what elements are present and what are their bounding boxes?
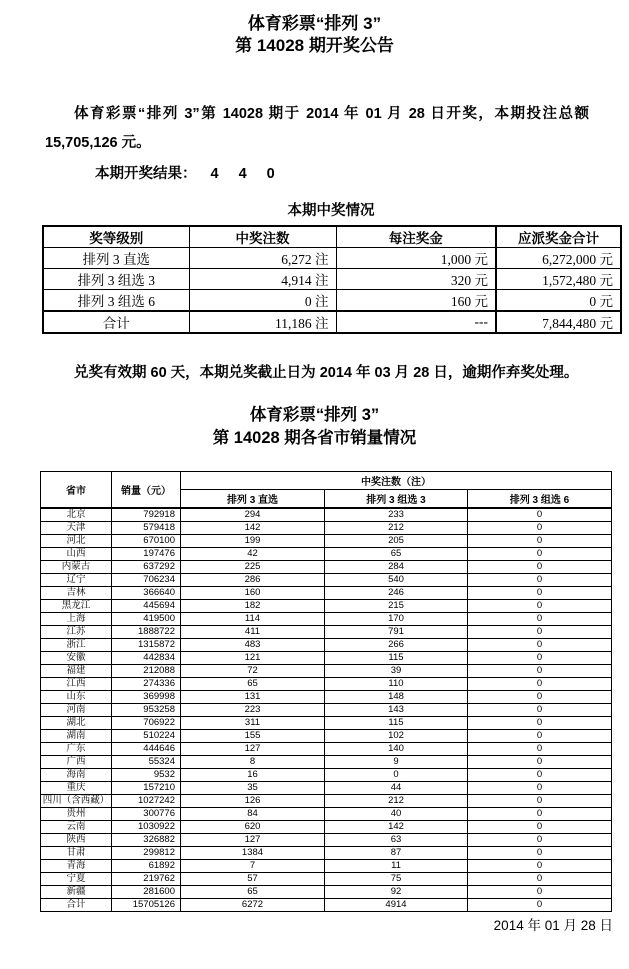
table-cell: 266	[325, 639, 468, 652]
table-cell: 1888722	[112, 626, 181, 639]
document-title	[0, 13, 629, 57]
table-row	[43, 311, 621, 333]
table-cell: 0	[468, 886, 612, 899]
column-header: 奖等级别	[43, 226, 189, 248]
table-row	[41, 574, 612, 587]
table-cell: 110	[325, 678, 468, 691]
table-cell: 0	[468, 860, 612, 873]
table-row	[41, 691, 612, 704]
table-cell: 65	[181, 886, 325, 899]
table-row	[41, 873, 612, 886]
table-cell: 148	[325, 691, 468, 704]
column-header-province: 省市	[41, 472, 112, 509]
table-row	[41, 717, 612, 730]
table-cell: 219762	[112, 873, 181, 886]
table-cell: 182	[181, 600, 325, 613]
table-cell: 0 注	[189, 290, 336, 312]
table-cell: 0	[468, 508, 612, 522]
table-cell: ---	[336, 311, 496, 333]
table-cell: 157210	[112, 782, 181, 795]
table-row	[41, 626, 612, 639]
table-cell: 辽宁	[41, 574, 112, 587]
table-cell: 0	[468, 522, 612, 535]
table-cell: 637292	[112, 561, 181, 574]
table-cell: 65	[181, 678, 325, 691]
table-cell: 126	[181, 795, 325, 808]
table-cell: 0	[468, 548, 612, 561]
table-cell: 411	[181, 626, 325, 639]
table-cell: 72	[181, 665, 325, 678]
table-cell: 127	[181, 834, 325, 847]
table-cell: 115	[325, 652, 468, 665]
table-cell: 205	[325, 535, 468, 548]
column-header-zuxuan6: 排列 3 组选 6	[468, 490, 612, 509]
table-cell: 内蒙古	[41, 561, 112, 574]
sales-section-title	[0, 404, 629, 450]
table-cell: 445694	[112, 600, 181, 613]
provincial-sales-table	[40, 471, 612, 912]
table-cell: 天津	[41, 522, 112, 535]
column-header: 应派奖金合计	[496, 226, 621, 248]
table-cell: 92	[325, 886, 468, 899]
table-cell: 320 元	[336, 269, 496, 290]
table-cell: 510224	[112, 730, 181, 743]
table-cell: 0	[468, 821, 612, 834]
table-row	[41, 808, 612, 821]
table-cell: 75	[325, 873, 468, 886]
table-row	[41, 821, 612, 834]
table-row	[41, 561, 612, 574]
table-cell: 579418	[112, 522, 181, 535]
draw-result-label: 本期开奖结果：	[95, 166, 197, 182]
table-cell: 444646	[112, 743, 181, 756]
table-cell: 212	[325, 522, 468, 535]
table-cell: 0	[468, 561, 612, 574]
table-cell: 142	[181, 522, 325, 535]
table-cell: 0	[468, 808, 612, 821]
table-row	[41, 769, 612, 782]
table-row	[43, 290, 621, 312]
title-line-2: 第 14028 期开奖公告	[235, 36, 394, 55]
table-cell: 706922	[112, 717, 181, 730]
table-cell: 排列 3 组选 6	[43, 290, 189, 312]
sales-table-header-row-1	[41, 472, 612, 490]
table-cell: 16	[181, 769, 325, 782]
table-row	[41, 639, 612, 652]
table-cell: 山东	[41, 691, 112, 704]
table-cell: 甘肃	[41, 847, 112, 860]
table-cell: 0	[468, 678, 612, 691]
table-cell: 199	[181, 535, 325, 548]
table-cell: 0 元	[496, 290, 621, 312]
table-cell: 326882	[112, 834, 181, 847]
table-cell: 重庆	[41, 782, 112, 795]
table-cell: 0	[468, 899, 612, 912]
table-cell: 0	[468, 743, 612, 756]
table-cell: 北京	[41, 508, 112, 522]
table-cell: 121	[181, 652, 325, 665]
table-cell: 0	[468, 535, 612, 548]
table-cell: 0	[468, 600, 612, 613]
column-header-sales: 销量（元）	[112, 472, 181, 509]
table-cell: 366640	[112, 587, 181, 600]
table-cell: 4,914 注	[189, 269, 336, 290]
sales-table-section	[40, 471, 612, 912]
table-cell: 223	[181, 704, 325, 717]
table-cell: 0	[468, 587, 612, 600]
draw-result-numbers: 4 4 0	[210, 166, 283, 182]
table-cell: 284	[325, 561, 468, 574]
table-cell: 4914	[325, 899, 468, 912]
table-cell: 792918	[112, 508, 181, 522]
table-cell: 新疆	[41, 886, 112, 899]
column-header-zhixuan: 排列 3 直选	[181, 490, 325, 509]
table-cell: 39	[325, 665, 468, 678]
table-row	[41, 704, 612, 717]
table-cell: 云南	[41, 821, 112, 834]
table-cell: 江苏	[41, 626, 112, 639]
prize-table	[42, 225, 622, 334]
table-cell: 海南	[41, 769, 112, 782]
table-cell: 7,844,480 元	[496, 311, 621, 333]
table-cell: 11	[325, 860, 468, 873]
table-cell: 620	[181, 821, 325, 834]
table-row	[41, 600, 612, 613]
table-cell: 0	[468, 574, 612, 587]
table-row	[41, 899, 612, 912]
table-cell: 65	[325, 548, 468, 561]
table-row	[43, 269, 621, 290]
table-cell: 15705126	[112, 899, 181, 912]
table-cell: 84	[181, 808, 325, 821]
table-cell: 6,272,000 元	[496, 248, 621, 269]
table-cell: 宁夏	[41, 873, 112, 886]
table-cell: 61892	[112, 860, 181, 873]
table-cell: 281600	[112, 886, 181, 899]
table-cell: 1027242	[112, 795, 181, 808]
table-cell: 排列 3 组选 3	[43, 269, 189, 290]
table-cell: 369998	[112, 691, 181, 704]
table-cell: 300776	[112, 808, 181, 821]
table-row	[41, 652, 612, 665]
table-cell: 0	[468, 704, 612, 717]
sales-title-line-2: 第 14028 期各省市销量情况	[212, 429, 417, 447]
table-cell: 127	[181, 743, 325, 756]
table-cell: 0	[325, 769, 468, 782]
table-cell: 福建	[41, 665, 112, 678]
table-cell: 1030922	[112, 821, 181, 834]
table-cell: 湖南	[41, 730, 112, 743]
column-header: 中奖注数	[189, 226, 336, 248]
table-row	[41, 522, 612, 535]
table-cell: 7	[181, 860, 325, 873]
draw-result-line	[95, 163, 629, 185]
table-cell: 8	[181, 756, 325, 769]
table-row	[41, 678, 612, 691]
table-cell: 212088	[112, 665, 181, 678]
table-row	[41, 587, 612, 600]
table-row	[41, 847, 612, 860]
table-cell: 0	[468, 756, 612, 769]
table-cell: 0	[468, 782, 612, 795]
table-cell: 160	[181, 587, 325, 600]
table-cell: 131	[181, 691, 325, 704]
table-cell: 706234	[112, 574, 181, 587]
table-row	[41, 548, 612, 561]
table-cell: 0	[468, 795, 612, 808]
table-cell: 0	[468, 717, 612, 730]
table-cell: 142	[325, 821, 468, 834]
table-cell: 40	[325, 808, 468, 821]
table-row	[41, 782, 612, 795]
table-cell: 山西	[41, 548, 112, 561]
table-cell: 233	[325, 508, 468, 522]
table-cell: 上海	[41, 613, 112, 626]
table-cell: 143	[325, 704, 468, 717]
table-cell: 合计	[43, 311, 189, 333]
table-cell: 0	[468, 639, 612, 652]
table-cell: 河北	[41, 535, 112, 548]
table-cell: 0	[468, 613, 612, 626]
table-cell: 791	[325, 626, 468, 639]
redeem-notice-paragraph: 兑奖有效期 60 天，本期兑奖截止日为 2014 年 03 月 28 日，逾期作弃奖处理。	[74, 365, 579, 381]
table-cell: 青海	[41, 860, 112, 873]
table-cell: 87	[325, 847, 468, 860]
table-row	[41, 743, 612, 756]
table-cell: 225	[181, 561, 325, 574]
table-row	[41, 508, 612, 522]
table-row	[41, 756, 612, 769]
title-line-1: 体育彩票“排列 3”	[247, 14, 382, 33]
table-cell: 286	[181, 574, 325, 587]
table-cell: 483	[181, 639, 325, 652]
table-cell: 6,272 注	[189, 248, 336, 269]
table-cell: 35	[181, 782, 325, 795]
table-cell: 贵州	[41, 808, 112, 821]
table-row	[41, 730, 612, 743]
table-cell: 0	[468, 665, 612, 678]
table-cell: 河南	[41, 704, 112, 717]
table-cell: 安徽	[41, 652, 112, 665]
table-cell: 246	[325, 587, 468, 600]
table-cell: 1,572,480 元	[496, 269, 621, 290]
table-cell: 9	[325, 756, 468, 769]
table-cell: 442834	[112, 652, 181, 665]
table-cell: 299812	[112, 847, 181, 860]
table-cell: 197476	[112, 548, 181, 561]
column-header-winning-group: 中奖注数（注）	[181, 472, 612, 490]
table-cell: 湖北	[41, 717, 112, 730]
table-cell: 55324	[112, 756, 181, 769]
table-cell: 63	[325, 834, 468, 847]
table-cell: 11,186 注	[189, 311, 336, 333]
table-cell: 0	[468, 873, 612, 886]
table-cell: 170	[325, 613, 468, 626]
table-cell: 9532	[112, 769, 181, 782]
table-row	[41, 860, 612, 873]
table-cell: 浙江	[41, 639, 112, 652]
table-cell: 212	[325, 795, 468, 808]
table-cell: 广西	[41, 756, 112, 769]
table-cell: 115	[325, 717, 468, 730]
table-cell: 广东	[41, 743, 112, 756]
table-row	[41, 613, 612, 626]
table-cell: 114	[181, 613, 325, 626]
table-cell: 274336	[112, 678, 181, 691]
table-cell: 311	[181, 717, 325, 730]
table-cell: 102	[325, 730, 468, 743]
table-cell: 140	[325, 743, 468, 756]
table-cell: 155	[181, 730, 325, 743]
table-cell: 6272	[181, 899, 325, 912]
intro-paragraph: 体育彩票“排列 3”第 14028 期于 2014 年 01 月 28 日开奖，本期投注总额 15,705,126 元。	[45, 106, 589, 151]
table-cell: 1384	[181, 847, 325, 860]
table-cell: 42	[181, 548, 325, 561]
table-cell: 419500	[112, 613, 181, 626]
sales-title-line-1: 体育彩票“排列 3”	[249, 406, 380, 424]
table-cell: 吉林	[41, 587, 112, 600]
table-cell: 57	[181, 873, 325, 886]
table-cell: 670100	[112, 535, 181, 548]
table-cell: 合计	[41, 899, 112, 912]
table-row	[41, 665, 612, 678]
table-cell: 陕西	[41, 834, 112, 847]
table-cell: 0	[468, 626, 612, 639]
prize-table-header-row	[43, 226, 621, 248]
table-cell: 0	[468, 691, 612, 704]
table-cell: 215	[325, 600, 468, 613]
table-row	[41, 886, 612, 899]
prize-table-caption: 本期中奖情况	[287, 203, 375, 219]
table-cell: 0	[468, 847, 612, 860]
table-row	[43, 248, 621, 269]
table-row	[41, 834, 612, 847]
table-row	[41, 535, 612, 548]
table-cell: 44	[325, 782, 468, 795]
table-cell: 黑龙江	[41, 600, 112, 613]
table-cell: 160 元	[336, 290, 496, 312]
table-cell: 江西	[41, 678, 112, 691]
table-cell: 1315872	[112, 639, 181, 652]
table-cell: 0	[468, 730, 612, 743]
table-cell: 0	[468, 652, 612, 665]
table-cell: 540	[325, 574, 468, 587]
table-cell: 294	[181, 508, 325, 522]
table-cell: 1,000 元	[336, 248, 496, 269]
column-header-zuxuan3: 排列 3 组选 3	[325, 490, 468, 509]
table-cell: 0	[468, 834, 612, 847]
table-cell: 四川（含西藏）	[41, 795, 112, 808]
document-date: 2014 年 01 月 28 日	[493, 918, 613, 933]
column-header: 每注奖金	[336, 226, 496, 248]
table-cell: 排列 3 直选	[43, 248, 189, 269]
table-cell: 953258	[112, 704, 181, 717]
table-row	[41, 795, 612, 808]
prize-table-section	[42, 199, 620, 334]
table-cell: 0	[468, 769, 612, 782]
